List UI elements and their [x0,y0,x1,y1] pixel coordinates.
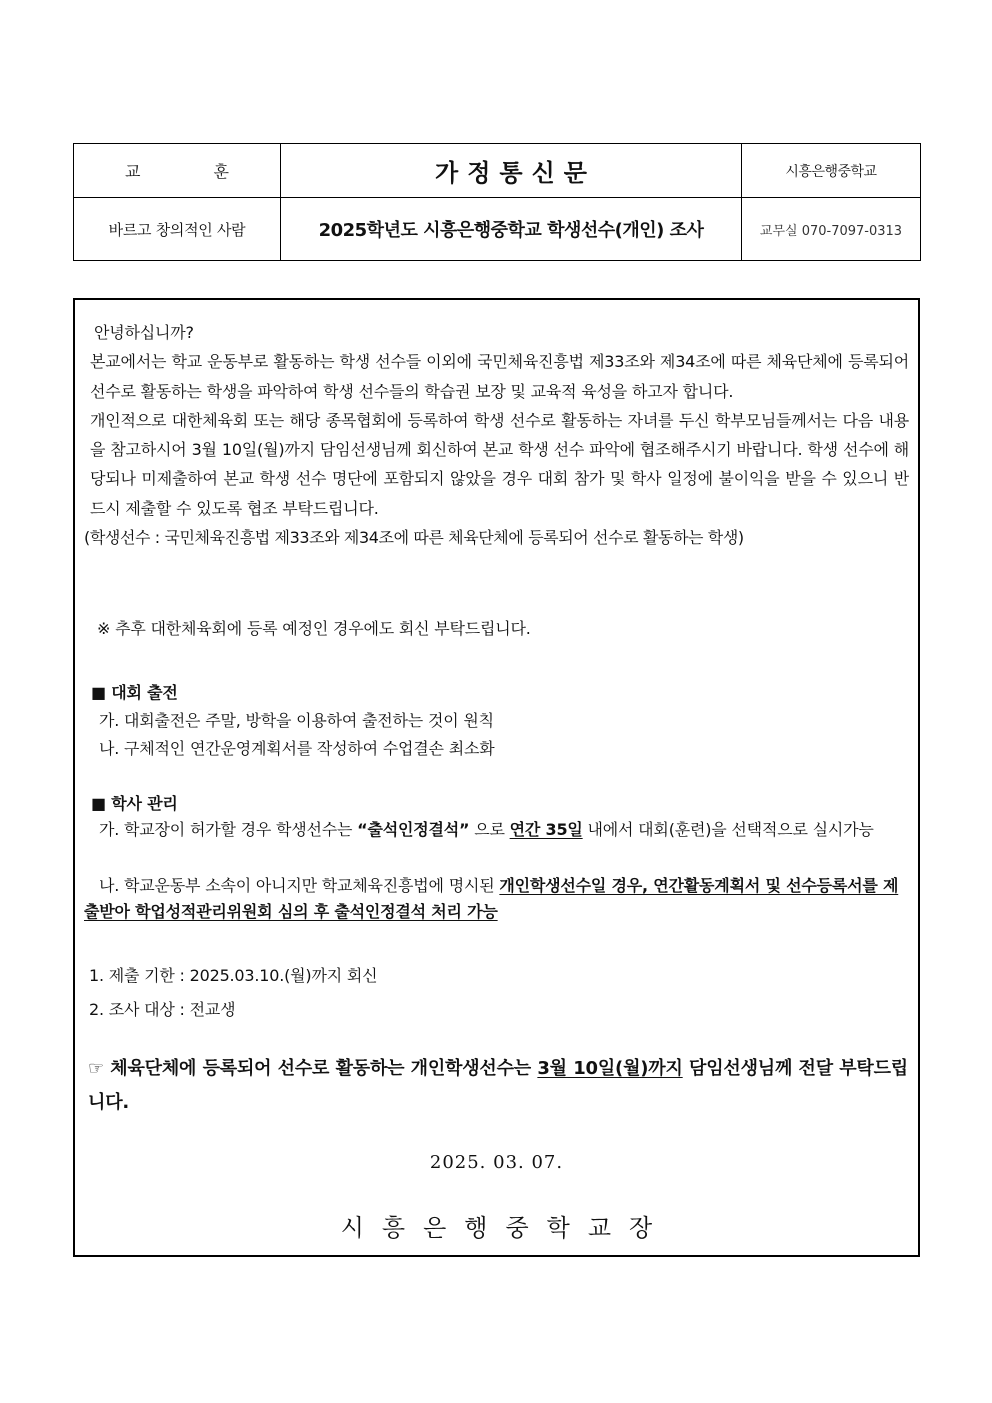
academic-item-a-text: 가. 학교장이 허가할 경우 학생선수는 [99,820,358,839]
attendance-recognition-term: “출석인정결석” [357,820,470,839]
school-name: 시흥은행중학교 [785,163,877,180]
section-heading-competition: ■ 대회 출전 [91,683,178,702]
doc-type-cell [281,144,742,198]
motto-label: 교 훈 [125,162,263,181]
office-phone-cell [742,198,921,261]
academic-item-a-rest: 내에서 대회(훈련)을 선택적으로 실시가능 [582,820,874,839]
motto-label-cell [74,144,281,198]
doc-title-cell [281,198,742,261]
academic-item-b-text: 나. 학교운동부 소속이 아니지만 학교체육진흥법에 명시된 [99,876,500,895]
letter-body-box [73,298,920,1257]
academic-item-b [84,873,909,925]
school-motto: 바르고 창의적인 사람 [108,220,246,239]
student-athlete-definition: (학생선수 : 국민체육진흥법 제33조와 제34조에 따른 체육단체에 등록되어 선수로 활동하는 학생) [84,528,744,548]
greeting: 안녕하십니까? [94,323,194,342]
header-table [73,143,921,261]
principal-signature: 시흥은행중학교장 [340,1214,671,1242]
competition-item-b: 나. 구체적인 연간운영계획서를 작성하여 수업결손 최소화 [99,739,495,758]
annual-days-limit: 연간 35일 [509,820,583,839]
intro-paragraph-2: 개인적으로 대한체육회 또는 해당 종목협회에 등록하여 학생 선수로 활동하는 자녀를 두신 학부모님들께서는 다음 내용을 참고하시어 3월 10일(월)까지 담임선생님께 회신하여 본교 학생 선수 파악에 협조해주시기 바랍니다. 학생 선수에 해당되나 미제출하여 본교 학생 선수 명단에 포함되지 않았을 경우 대회 참가 및 학사 일정에 불이익을 받을 수 있으니 반드시 제출할 수 있도록 협조 부탁드립니다. [90,410,910,518]
intro-block [84,318,909,552]
academic-item-a [84,817,909,843]
final-notice-deadline: 3월 10일(월)까지 [537,1058,683,1079]
office-phone: 교무실 070-7097-0313 [759,223,903,239]
individual-athlete-condition: 개인학생선수일 경우, 연간활동계획서 및 선수등록서를 제출받아 학업성적관리위원회 심의 후 출석인정결석 처리 가능 [84,876,899,921]
school-name-cell [742,144,921,198]
final-notice-rest: 담임선생님께 전달 부탁드립니다. [88,1058,908,1113]
document-title: 2025학년도 시흥은행중학교 학생선수(개인) 조사 [318,220,704,241]
survey-target: 2. 조사 대상 : 전교생 [89,1000,236,1019]
final-notice-text: ☞ 체육단체에 등록되어 선수로 활동하는 개인학생선수는 [88,1058,538,1079]
section-heading-academic: ■ 학사 관리 [91,794,178,813]
academic-item-a-connector: 으로 [469,820,510,839]
doc-type-title: 가정통신문 [435,159,596,187]
registration-note: ※ 추후 대한체육회에 등록 예정인 경우에도 회신 부탁드립니다. [97,619,531,638]
competition-item-a: 가. 대회출전은 주말, 방학을 이용하여 출전하는 것이 원칙 [99,711,494,730]
intro-paragraph-1: 본교에서는 학교 운동부로 활동하는 학생 선수들 이외에 국민체육진흥법 제33조와 제34조에 따른 체육단체에 등록되어 선수로 활동하는 학생을 파악하여 학생 선수들의 학습권 보장 및 교육적 육성을 하고자 합니다. [90,352,909,401]
final-notice [88,1052,908,1120]
motto-cell [74,198,281,261]
submission-deadline: 1. 제출 기한 : 2025.03.10.(월)까지 회신 [89,966,378,985]
issue-date: 2025. 03. 07. [429,1152,564,1173]
